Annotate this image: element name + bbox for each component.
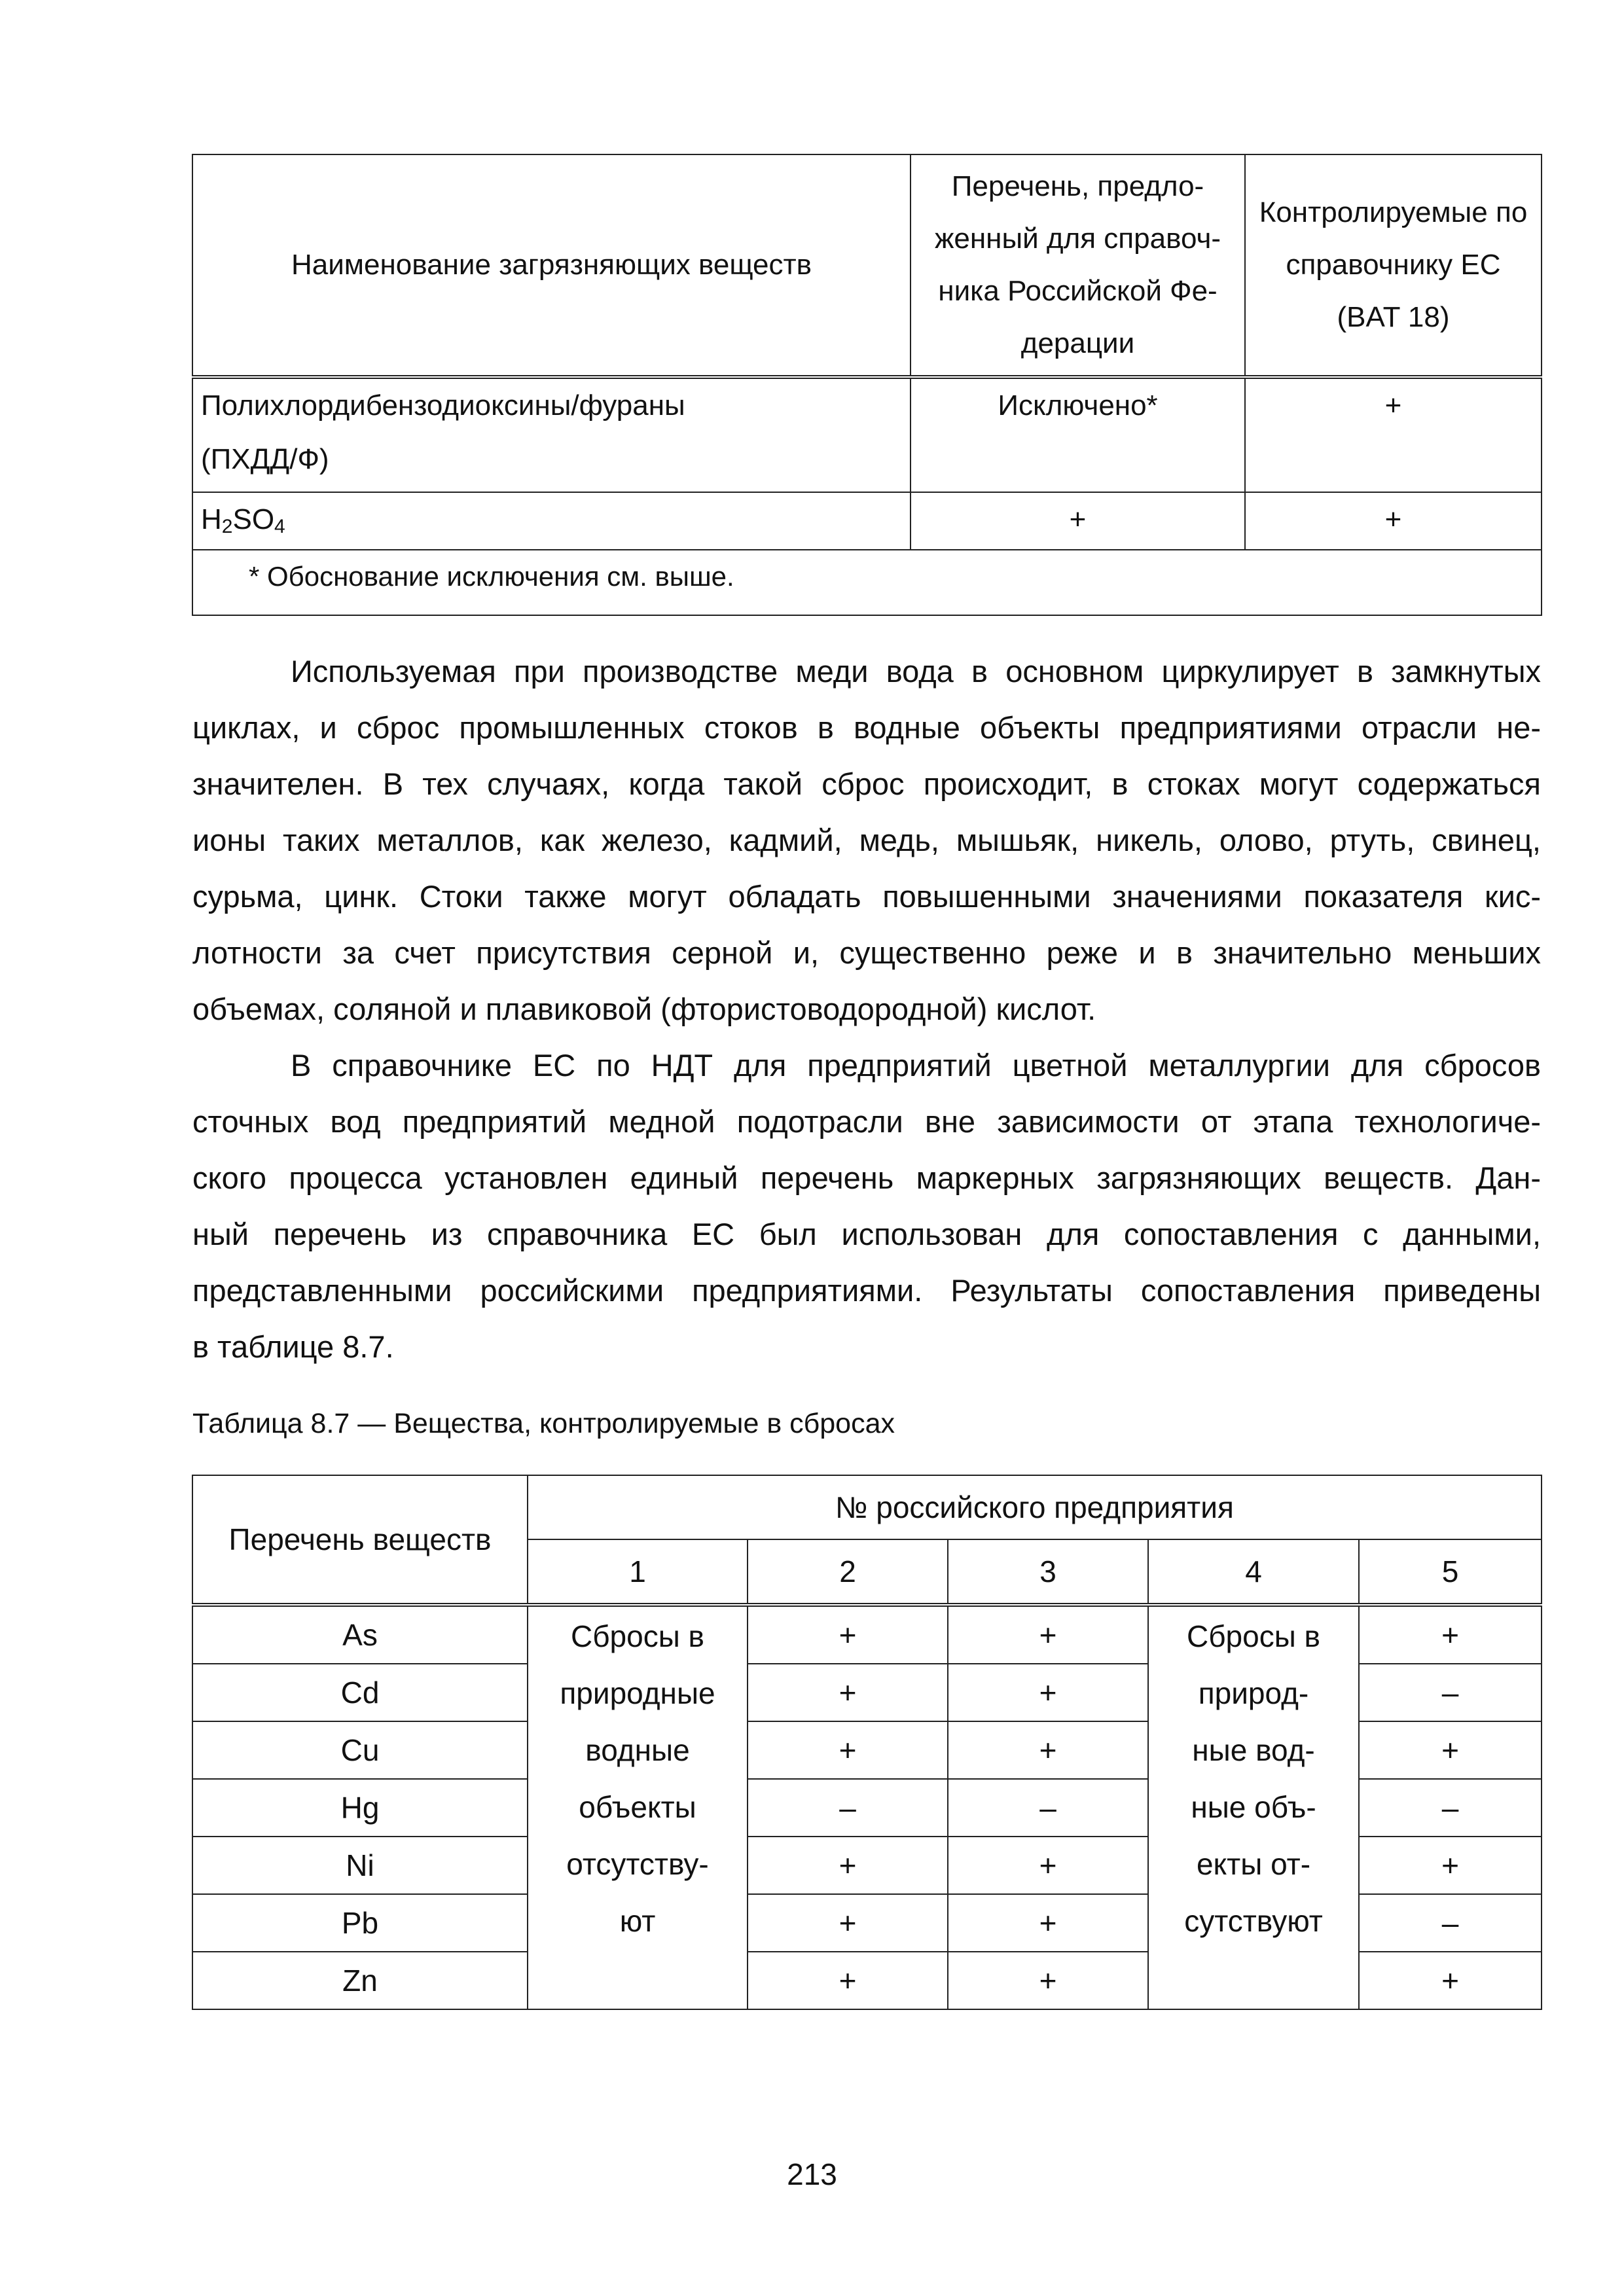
ec-value: + bbox=[1245, 492, 1542, 550]
page-number: 213 bbox=[787, 2157, 837, 2191]
text-line: ный перечень из справочника ЕС был использован для сопоставления с данными, bbox=[192, 1217, 1541, 1251]
substance: Cd bbox=[192, 1664, 528, 1721]
enterprise-5-value: + bbox=[1359, 1952, 1542, 2009]
enterprise-5-value: + bbox=[1359, 1837, 1542, 1894]
enterprise-3-value: – bbox=[948, 1779, 1148, 1837]
substance-name: Полихлордибензодиоксины/фураны (ПХДД/Ф) bbox=[192, 377, 911, 492]
footnote: * Обоснование исключения см. выше. bbox=[192, 550, 1542, 615]
text-line: ионы таких металлов, как железо, кадмий, медь, мышьяк, никель, олово, ртуть, свинец, bbox=[192, 823, 1541, 857]
enterprise-4-note: Сбросы в природ- ные вод- ные объ- екты от- сутствуют bbox=[1148, 1605, 1359, 2009]
enterprise-2-value: + bbox=[748, 1952, 948, 2009]
substance: Hg bbox=[192, 1779, 528, 1837]
rf-value: + bbox=[911, 492, 1245, 550]
text-line: Используемая при производстве меди вода в основном циркулирует в замкнутых bbox=[291, 654, 1541, 689]
text-line: объемах, соляной и плавиковой (фтористоводородной) кислот. bbox=[192, 992, 1096, 1026]
enterprise-2-value: – bbox=[748, 1779, 948, 1837]
table-row bbox=[192, 492, 1542, 550]
text-line: представленными российскими предприятиями. Результаты сопоставления приведены bbox=[192, 1273, 1541, 1308]
enterprise-number: 5 bbox=[1359, 1539, 1542, 1605]
header-ec-controlled: Контролируемые по справочнику ЕС (BAT 18) bbox=[1245, 154, 1542, 377]
rf-value: Исключено* bbox=[911, 377, 1245, 492]
text-line: циклах, и сброс промышленных стоков в водные объекты предприятиями отрасли не- bbox=[192, 710, 1541, 745]
header-enterprise-number: № российского предприятия bbox=[528, 1475, 1542, 1539]
header-rf-list: Перечень, предло- женный для справоч- ника Российской Фе- дерации bbox=[911, 154, 1245, 377]
substance: Pb bbox=[192, 1894, 528, 1952]
enterprise-5-value: – bbox=[1359, 1664, 1542, 1721]
enterprise-3-value: + bbox=[948, 1721, 1148, 1779]
paragraph-wastewater bbox=[192, 643, 1541, 1037]
text-line: сточных вод предприятий медной подотрасли вне зависимости от этапа технологиче- bbox=[192, 1104, 1541, 1139]
ec-value: + bbox=[1245, 377, 1542, 492]
header-substances: Перечень веществ bbox=[192, 1475, 528, 1605]
text-line: ского процесса установлен единый перечень маркерных загрязняющих веществ. Дан- bbox=[192, 1160, 1541, 1195]
table-row bbox=[192, 1605, 1542, 1664]
enterprise-3-value: + bbox=[948, 1837, 1148, 1894]
enterprise-2-value: + bbox=[748, 1664, 948, 1721]
text-line: сурьма, цинк. Стоки также могут обладать повышенными значениями показателя кис- bbox=[192, 879, 1541, 914]
substance-name: $H_2SO_4$ bbox=[192, 492, 911, 550]
enterprise-3-value: + bbox=[948, 1952, 1148, 2009]
enterprise-2-value: + bbox=[748, 1721, 948, 1779]
pollutants-table bbox=[192, 154, 1542, 616]
enterprise-5-value: + bbox=[1359, 1721, 1542, 1779]
enterprise-2-value: + bbox=[748, 1894, 948, 1952]
substance: As bbox=[192, 1605, 528, 1664]
enterprise-number: 1 bbox=[528, 1539, 748, 1605]
enterprise-5-value: + bbox=[1359, 1605, 1542, 1664]
enterprise-5-value: – bbox=[1359, 1894, 1542, 1952]
table-header-row bbox=[192, 1475, 1542, 1539]
footnote-row bbox=[192, 550, 1542, 615]
substances-table bbox=[192, 1475, 1542, 2010]
pollutants-table-header bbox=[192, 154, 1542, 377]
enterprise-3-value: + bbox=[948, 1664, 1148, 1721]
enterprise-2-value: + bbox=[748, 1837, 948, 1894]
substance: Zn bbox=[192, 1952, 528, 2009]
paragraph-ec-reference bbox=[192, 1037, 1541, 1375]
enterprise-number: 2 bbox=[748, 1539, 948, 1605]
enterprise-5-value: – bbox=[1359, 1779, 1542, 1837]
text-line: лотности за счет присутствия серной и, существенно реже и в значительно меньших bbox=[192, 935, 1541, 970]
enterprise-number: 4 bbox=[1148, 1539, 1359, 1605]
enterprise-1-note: Сбросы в природные водные объекты отсутству- ют bbox=[528, 1605, 748, 2009]
substance: Ni bbox=[192, 1837, 528, 1894]
enterprise-3-value: + bbox=[948, 1894, 1148, 1952]
text-line: значителен. В тех случаях, когда такой сброс происходит, в стоках могут содержаться bbox=[192, 766, 1541, 801]
enterprise-2-value: + bbox=[748, 1605, 948, 1664]
text-line: в таблице 8.7. bbox=[192, 1329, 394, 1364]
header-substance-name: Наименование загрязняющих веществ bbox=[192, 154, 911, 377]
table-caption: Таблица 8.7 — Вещества, контролируемые в сбросах bbox=[192, 1408, 895, 1439]
enterprise-3-value: + bbox=[948, 1605, 1148, 1664]
enterprise-number: 3 bbox=[948, 1539, 1148, 1605]
table-row bbox=[192, 377, 1542, 492]
substance: Cu bbox=[192, 1721, 528, 1779]
text-line: В справочнике ЕС по НДТ для предприятий цветной металлургии для сбросов bbox=[291, 1048, 1541, 1083]
